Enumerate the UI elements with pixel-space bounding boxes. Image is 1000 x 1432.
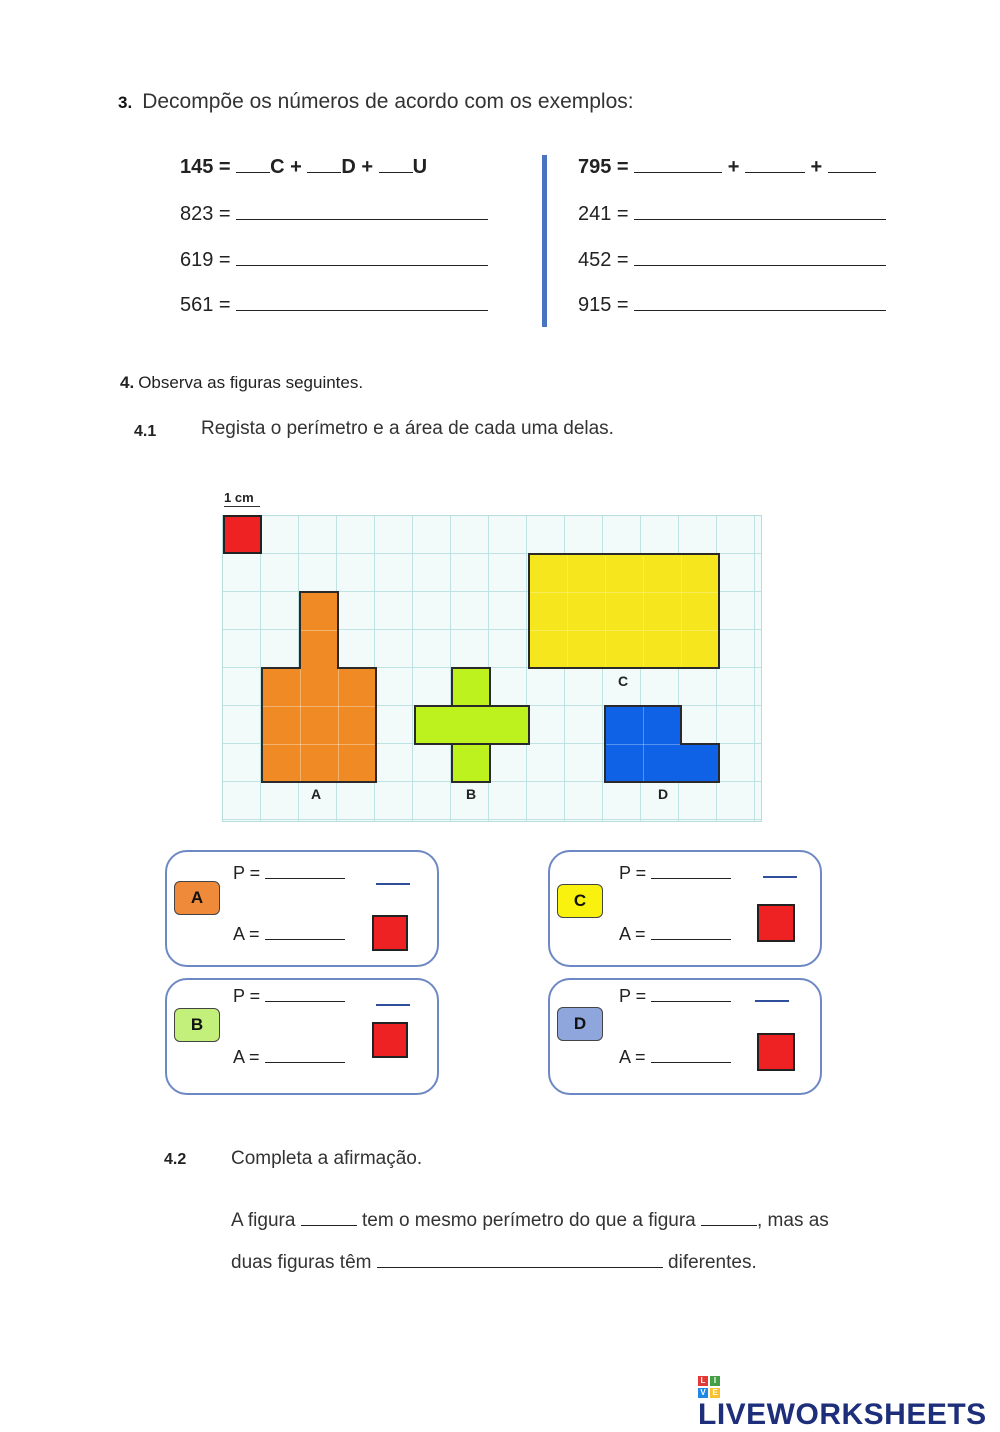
card-d-perimeter	[619, 985, 731, 1007]
statement-part-3: , mas as	[757, 1210, 829, 1231]
q3-instruction: Decompõe os números de acordo com os exemplos:	[142, 90, 634, 113]
statement-part-5: diferentes.	[668, 1252, 757, 1273]
cm-unit-line-a	[376, 883, 410, 885]
area-unit-square-c	[757, 904, 795, 942]
answer-line-619[interactable]	[236, 247, 488, 266]
difference-blank[interactable]	[377, 1251, 663, 1268]
area-unit-square-d	[757, 1033, 795, 1071]
figure-c-label: C	[618, 673, 629, 689]
area-label: A =	[619, 924, 646, 944]
logo-mark-e: E	[710, 1388, 720, 1398]
perimeter-label: P =	[619, 863, 647, 883]
hundreds-blank[interactable]	[236, 156, 270, 173]
units-label: U	[412, 156, 428, 178]
figure-d-label: D	[658, 786, 669, 802]
perimeter-label: P =	[233, 863, 261, 883]
badge-c: C	[557, 884, 603, 918]
decomp-row-823	[180, 201, 488, 226]
badge-d: D	[557, 1007, 603, 1041]
q4-1-instruction: Regista o perímetro e a área de cada uma delas.	[201, 418, 614, 439]
q4-2-instruction: Completa a afirmação.	[231, 1148, 423, 1169]
badge-b: B	[174, 1008, 220, 1042]
perimeter-blank-a[interactable]	[265, 862, 345, 879]
column-divider	[542, 155, 547, 327]
logo-mark-v: V	[698, 1388, 708, 1398]
blank-795-2[interactable]	[745, 156, 805, 173]
area-blank-b[interactable]	[265, 1046, 345, 1063]
unit-square	[223, 515, 262, 554]
answer-line-561[interactable]	[236, 292, 488, 311]
figure-d-main	[604, 705, 682, 783]
area-label: A =	[233, 1047, 260, 1067]
answer-line-823[interactable]	[236, 201, 488, 220]
number-915: 915 =	[578, 294, 629, 316]
cm-unit-line-c	[763, 876, 797, 878]
decomp-row-795	[578, 156, 876, 179]
perimeter-label: P =	[619, 986, 647, 1006]
number-795: 795 =	[578, 156, 629, 178]
figure-b-center	[453, 707, 489, 743]
badge-a: A	[174, 881, 220, 915]
decomp-row-241	[578, 201, 886, 226]
units-blank[interactable]	[379, 156, 413, 173]
card-c-perimeter	[619, 862, 731, 884]
q3-number: 3.	[118, 93, 133, 112]
statement-part-1: A figura	[231, 1210, 296, 1231]
answer-line-915[interactable]	[634, 292, 886, 311]
cm-unit-line-d	[755, 1000, 789, 1002]
perimeter-blank-d[interactable]	[651, 985, 731, 1002]
perimeter-blank-b[interactable]	[265, 985, 345, 1002]
q4-2-number: 4.2	[164, 1151, 187, 1168]
number-561: 561 =	[180, 294, 231, 316]
area-blank-a[interactable]	[265, 923, 345, 940]
card-d-area	[619, 1046, 731, 1068]
figure-a-joint	[301, 666, 337, 669]
area-label: A =	[619, 1047, 646, 1067]
unit-measure-line	[224, 506, 260, 507]
card-a-area	[233, 923, 345, 945]
area-unit-square-a	[372, 915, 408, 951]
decomp-row-561	[180, 292, 488, 317]
card-b-perimeter	[233, 985, 345, 1007]
q4-heading	[120, 373, 363, 393]
figure-a-stem	[299, 591, 339, 669]
figure-a-label: A	[311, 786, 322, 802]
tens-blank[interactable]	[307, 156, 341, 173]
perimeter-label: P =	[233, 986, 261, 1006]
cm-unit-line-b	[376, 1004, 410, 1006]
figure-b-label: B	[466, 786, 477, 802]
number-241: 241 =	[578, 203, 629, 225]
number-452: 452 =	[578, 249, 629, 271]
statement-part-2: tem o mesmo perímetro do que a figura	[362, 1210, 696, 1231]
logo-text: LIVEWORKSHEETS	[698, 1398, 987, 1431]
blank-795-3[interactable]	[828, 156, 876, 173]
number-145: 145 =	[180, 156, 231, 178]
plus-sign-2: +	[810, 156, 823, 178]
unit-label: 1 cm	[224, 490, 254, 505]
area-unit-square-b	[372, 1022, 408, 1058]
figure-a-base	[261, 667, 377, 783]
figure-d-tail	[680, 743, 720, 783]
area-label: A =	[233, 924, 260, 944]
answer-line-241[interactable]	[634, 201, 886, 220]
decomp-row-452	[578, 247, 886, 272]
decomp-row-145	[180, 156, 427, 179]
area-blank-c[interactable]	[651, 923, 731, 940]
decomp-row-619	[180, 247, 488, 272]
card-b-area	[233, 1046, 345, 1068]
blank-795-1[interactable]	[634, 156, 722, 173]
figure-blank-1[interactable]	[301, 1209, 357, 1226]
number-823: 823 =	[180, 203, 231, 225]
logo-mark-l: L	[698, 1376, 708, 1386]
card-c-area	[619, 923, 731, 945]
figure-blank-2[interactable]	[701, 1209, 757, 1226]
q3-heading	[118, 90, 634, 114]
answer-line-452[interactable]	[634, 247, 886, 266]
number-619: 619 =	[180, 249, 231, 271]
area-blank-d[interactable]	[651, 1046, 731, 1063]
statement-line-1	[231, 1209, 829, 1232]
card-a-perimeter	[233, 862, 345, 884]
statement-line-2	[231, 1251, 757, 1274]
q4-instruction: Observa as figuras seguintes.	[138, 373, 364, 392]
liveworksheets-logo	[698, 1376, 1000, 1432]
decomp-row-915	[578, 292, 886, 317]
perimeter-blank-c[interactable]	[651, 862, 731, 879]
logo-mark-icon	[698, 1376, 720, 1398]
plus-sign-1: +	[727, 156, 740, 178]
logo-mark-i: I	[710, 1376, 720, 1386]
statement-part-4: duas figuras têm	[231, 1252, 372, 1273]
q4-number: 4.	[120, 373, 135, 392]
q4-1-number: 4.1	[134, 423, 157, 440]
figure-c	[528, 553, 720, 669]
tens-label: D +	[341, 156, 374, 178]
hundreds-label: C +	[270, 156, 302, 178]
